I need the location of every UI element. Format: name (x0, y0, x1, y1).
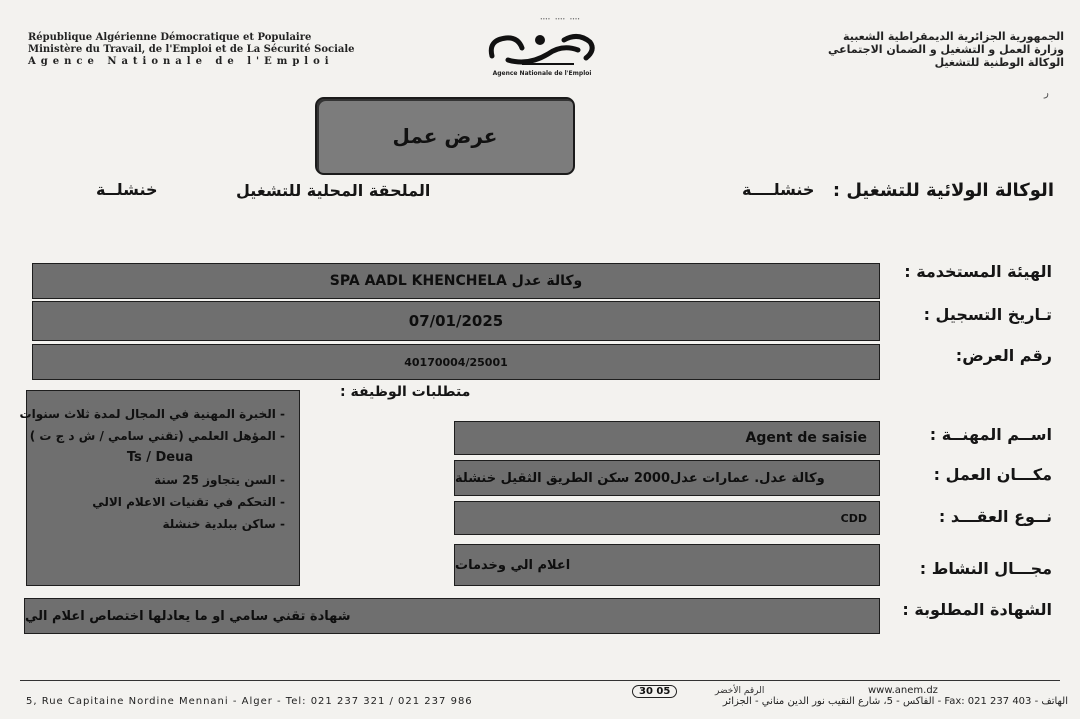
logo-caption: Agence Nationale de l'Emploi (492, 70, 592, 77)
workplace-value: وكالة عدل. عمارات عدل2000 سكن الطريق الثقيل خنشلة (454, 460, 880, 496)
document-title: عرض عمل (315, 97, 575, 175)
registration-date-value: 07/01/2025 (32, 301, 880, 341)
requirements-box (19, 390, 300, 586)
employer-label: الهيئة المستخدمة : (904, 262, 1052, 281)
requirement-item: - التحكم في تقنيات الاعلام الالي (92, 495, 285, 509)
employer-value: وكالة عدل SPA AADL KHENCHELA (32, 263, 880, 299)
requirement-item: - المؤهل العلمي (تقني سامي / ش د ج ت ) (29, 429, 285, 443)
header-ar-line-2: وزارة العمل و التشغيل و الضمان الاجتماعي (828, 43, 1064, 56)
profession-label: اســم المهنــة : (929, 425, 1052, 444)
activity-field-label: مجـــال النشاط : (919, 559, 1052, 578)
requirement-item: - ساكن ببلدية خنشلة (162, 517, 285, 531)
offer-number-value: 40170004/25001 (32, 344, 880, 380)
requirements-label: متطلبات الوظيفة : (340, 384, 471, 400)
footer-address-fr: 5, Rue Capitaine Nordine Mennani - Alger - Tel: 021 237 321 / 021 237 986 (26, 696, 473, 707)
requirement-item: Ts / Deua (126, 450, 194, 465)
diploma-value: شهادة تقني سامي او ما يعادلها اختصاص اعلام الي (24, 598, 880, 634)
wilaya-agency-city: خنشلــــة (742, 180, 815, 199)
header-french (28, 32, 448, 68)
footer-website: www.anem.dz (868, 685, 938, 696)
footer-address-ar: الهاتف - Fax: 021 237 403 - الفاكس - 5، شارع النقيب نور الدين مناني - الجزائر (722, 696, 1068, 707)
header-fr-line-3: Agence Nationale de l'Emploi (28, 56, 334, 67)
local-annex-city: خنشلــة (96, 180, 158, 199)
footer-divider (20, 680, 1060, 681)
header-ar-line-1: الجمهورية الجزائرية الديمقراطية الشعبية (843, 30, 1064, 43)
contract-type-value: CDD (454, 501, 880, 535)
scan-stamp-mark: ᠁ ᠁ ᠁ (538, 15, 580, 26)
header-arabic (634, 30, 1064, 69)
header-fr-line-2: Ministère du Travail, de l'Emploi et de La Sécurité Sociale (28, 44, 355, 55)
small-mark: ر (1044, 88, 1049, 99)
header-ar-line-3: الوكالة الوطنية للتشغيل (934, 56, 1064, 69)
header-fr-line-1: République Algérienne Démocratique et Populaire (28, 32, 312, 43)
offer-number-label: رقم العرض: (955, 346, 1052, 365)
diploma-label: الشهادة المطلوبة : (902, 600, 1052, 619)
requirement-item: - الخبرة المهنية في المجال لمدة ثلاث سنوات (19, 407, 285, 421)
registration-date-label: تـاريخ التسجيل : (923, 305, 1052, 324)
activity-field-value: اعلام الي وخدمات (454, 544, 880, 586)
green-number-label: الرقم الأخضر (715, 686, 765, 696)
requirement-item: - السن يتجاوز 25 سنة (154, 473, 285, 487)
wilaya-agency-label: الوكالة الولائية للتشغيل : (832, 180, 1054, 201)
local-annex-label: الملحقة المحلية للتشغيل (236, 181, 431, 200)
contract-type-label: نــوع العقـــد : (938, 507, 1052, 526)
green-number: 30 05 (632, 685, 677, 698)
workplace-label: مكـــان العمل : (933, 465, 1052, 484)
profession-value: Agent de saisie (454, 421, 880, 455)
